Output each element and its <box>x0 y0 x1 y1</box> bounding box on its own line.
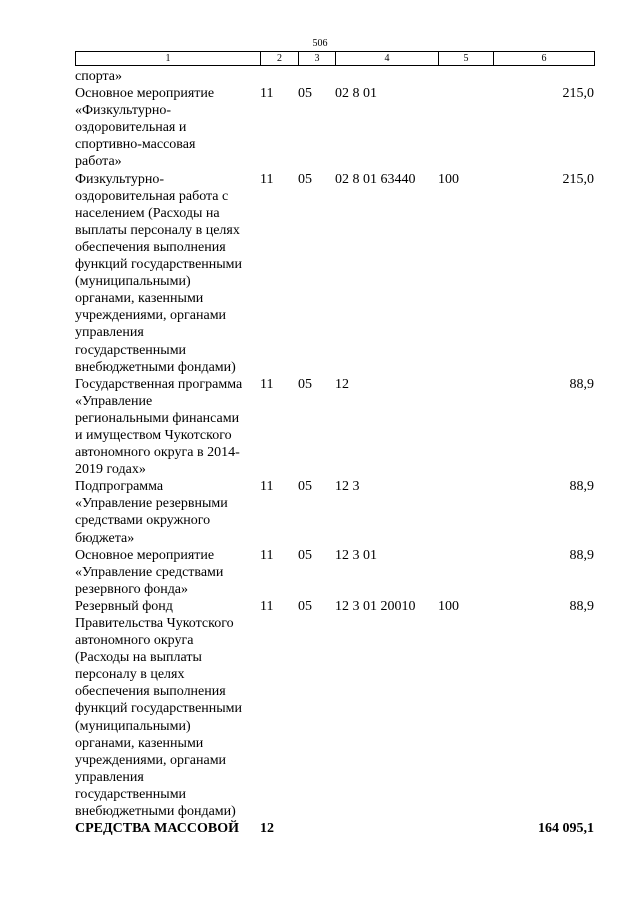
table-row <box>75 171 594 376</box>
table-row <box>75 547 594 598</box>
page-number: 506 <box>312 38 328 49</box>
target-article-code: 02 8 01 63440 <box>335 171 416 187</box>
section-code: 11 <box>260 376 274 392</box>
budget-table-body <box>75 68 594 837</box>
total-row-name: СРЕДСТВА МАССОВОЙ <box>75 821 240 837</box>
section-code: 11 <box>260 479 274 495</box>
total-row-amount: 164 095,1 <box>538 821 594 837</box>
target-article-code: 12 3 01 <box>335 547 377 563</box>
amount: 88,9 <box>569 376 594 392</box>
column-header-4: 4 <box>336 52 439 66</box>
total-row <box>75 820 594 837</box>
column-header-2: 2 <box>261 52 299 66</box>
target-article-code: 12 3 01 20010 <box>335 598 416 614</box>
item-name: Основное мероприятие «Физкультурно- оздоровительная и спортивно-массовая работа» <box>75 86 215 170</box>
subsection-code: 05 <box>298 479 312 495</box>
amount: 215,0 <box>562 86 594 102</box>
table-row <box>75 68 594 85</box>
amount: 88,9 <box>569 479 594 495</box>
subsection-code: 05 <box>298 547 312 563</box>
subsection-code: 05 <box>298 376 312 392</box>
column-header-6: 6 <box>494 52 595 66</box>
column-header-1: 1 <box>76 52 261 66</box>
section-code: 11 <box>260 171 274 187</box>
table-row <box>75 376 594 479</box>
section-code: 11 <box>260 598 274 614</box>
expense-type-code: 100 <box>438 171 459 187</box>
item-name: Основное мероприятие «Управление средствами резервного фонда» <box>75 547 224 597</box>
column-header-5: 5 <box>439 52 494 66</box>
column-header-3: 3 <box>299 52 336 66</box>
item-name: Физкультурно- оздоровительная работа с населением (Расходы на выплаты персоналу в целях обеспечения выполнения функций государственными (муниципальными) органами, казенными учреждениями, органами управления государственными внебюджетными фондами) <box>75 171 243 375</box>
amount: 88,9 <box>569 547 594 563</box>
item-name: спорта» <box>75 69 123 84</box>
amount: 215,0 <box>562 171 594 187</box>
item-name: Государственная программа «Управление региональными финансами и имуществом Чукотского автономного округа в 2014- 2019 годах» <box>75 376 243 478</box>
item-name: Резервный фонд Правительства Чукотского автономного округа (Расходы на выплаты персоналу в целях обеспечения выполнения функций государственными (муниципальными) органами, казенными учреждениями, органами управления государственными внебюджетными фондами) <box>75 598 243 820</box>
column-header-row <box>75 51 595 66</box>
section-code: 11 <box>260 86 274 102</box>
total-row-section-code: 12 <box>260 821 274 837</box>
subsection-code: 05 <box>298 598 312 614</box>
section-code: 11 <box>260 547 274 563</box>
item-name: Подпрограмма «Управление резервными средствами окружного бюджета» <box>75 479 228 546</box>
target-article-code: 12 <box>335 376 349 392</box>
table-row <box>75 598 594 820</box>
table-row <box>75 478 594 546</box>
table-row <box>75 85 594 170</box>
subsection-code: 05 <box>298 171 312 187</box>
expense-type-code: 100 <box>438 598 459 614</box>
target-article-code: 02 8 01 <box>335 86 377 102</box>
amount: 88,9 <box>569 598 594 614</box>
target-article-code: 12 3 <box>335 479 360 495</box>
subsection-code: 05 <box>298 86 312 102</box>
